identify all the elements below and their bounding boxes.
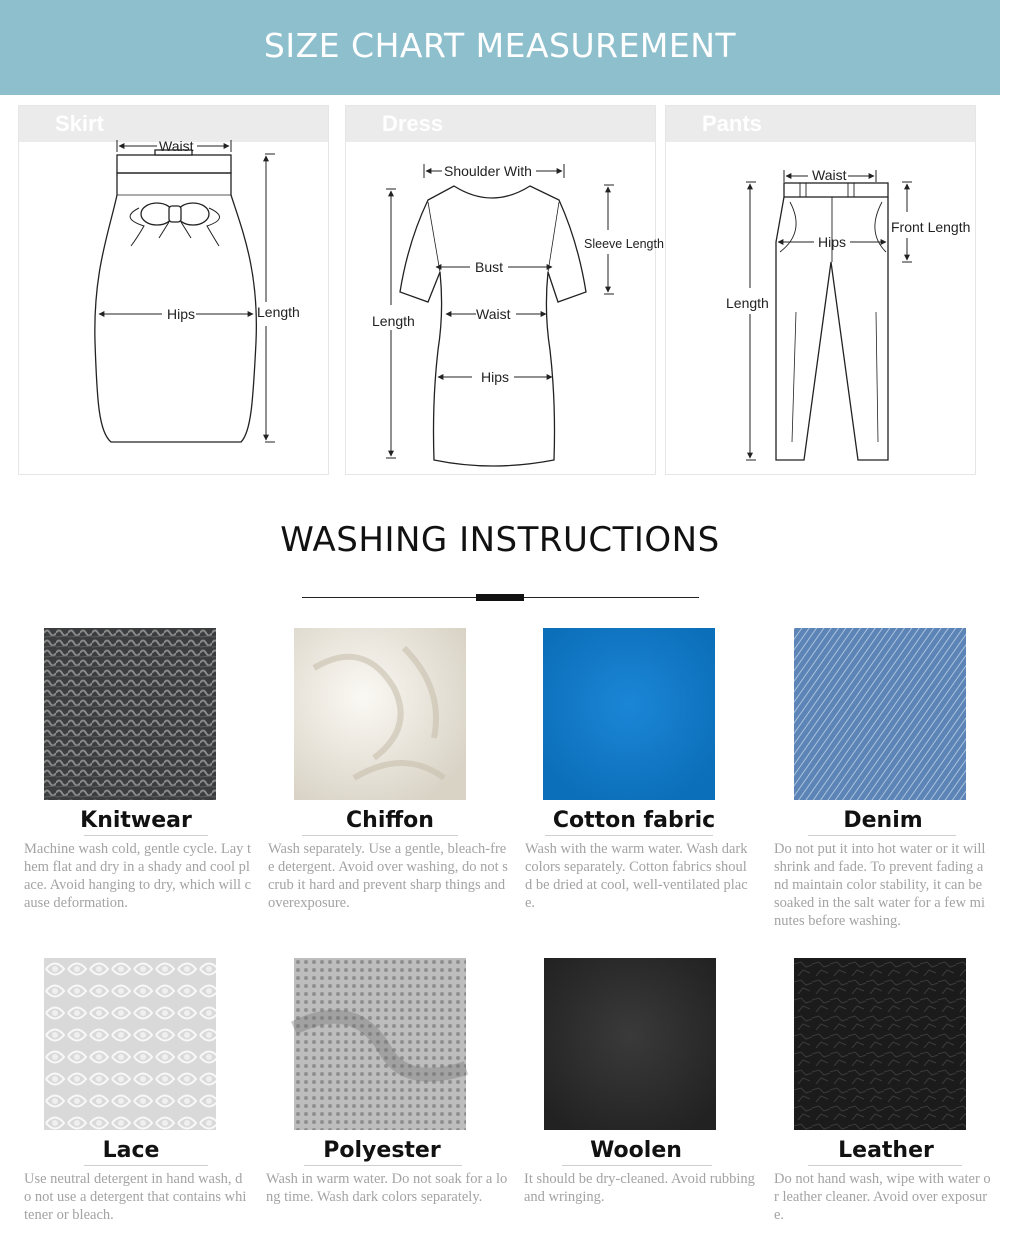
dress-size-panel [345,105,664,475]
panel-header [19,106,328,142]
dress-hips-label: Hips [481,369,510,385]
header-banner [0,0,1000,95]
fabric-name: Chiffon [346,808,434,833]
leather-swatch-icon [794,958,966,1130]
fabric-name: Woolen [590,1138,682,1163]
dress-length-label: Length [372,313,415,329]
cotton-swatch-icon [543,628,715,800]
fabric-name: Polyester [323,1138,441,1163]
dress-diagram [346,142,664,474]
dress-shoulder-label: Shoulder With [444,163,532,179]
chiffon-swatch-icon [294,628,466,800]
skirt-length-label: Length [257,304,300,320]
dress-panel-title: Dress [382,111,444,136]
denim-swatch-icon [794,628,966,800]
dress-waist-label: Waist [476,306,511,322]
fabric-name: Leather [838,1138,934,1163]
fabric-description: It should be dry-cleaned. Avoid rubbing and wringing. [524,1171,755,1205]
fabric-name: Lace [102,1138,160,1163]
dress-sleeve-label: Sleeve Length [584,237,664,251]
pants-hips-label: Hips [818,234,847,250]
fabric-description: Wash with the warm water. Wash dark colors separately. Cotton fabrics should be dried at cool, well-ventilated place. [525,841,748,911]
washing-title: WASHING INSTRUCTIONS [280,520,720,560]
fabric-description: Use neutral detergent in hand wash, do not use a detergent that contains whitener or bleach. [24,1171,247,1223]
pants-length-label: Length [726,295,769,311]
woolen-swatch-icon [544,958,716,1130]
fabric-description: Machine wash cold, gentle cycle. Lay them flat and dry in a shady and cool place. Avoid hanging to dry, which will cause deformation. [24,841,252,911]
fabric-description: Wash separately. Use a gentle, bleach-free detergent. Avoid over washing, do not scrub it hard and prevent sharp things and overexposure. [268,841,508,911]
fabric-underline [304,1165,462,1166]
skirt-hips-label: Hips [167,306,196,322]
fabric-underline [808,835,956,836]
fabric-description: Wash in warm water. Do not soak for a long time. Wash dark colors separately. [266,1171,508,1205]
skirt-waist-label: Waist [159,138,194,154]
knitwear-swatch-icon [44,628,216,800]
fabric-description: Do not hand wash, wipe with water or leather cleaner. Avoid over exposure. [774,1171,991,1223]
divider-accent [476,594,524,601]
panel-header [666,106,975,142]
panel-header [346,106,655,142]
fabric-underline [84,835,208,836]
fabric-name: Knitwear [80,808,192,833]
fabric-name: Cotton fabric [552,808,716,833]
polyester-swatch-icon [294,958,466,1130]
skirt-size-panel [18,105,329,475]
fabric-name: Denim [843,808,923,833]
page-title: SIZE CHART MEASUREMENT [263,26,737,65]
lace-swatch-icon [44,958,216,1130]
fabric-underline [562,1165,712,1166]
fabric-description: Do not put it into hot water or it will shrink and fade. To prevent fading and maintain color stability, it can be soaked in the salt water for a few minutes before washing. [774,841,986,929]
pants-size-panel [665,105,976,475]
pants-front-length-label: Front Length [891,219,971,235]
skirt-panel-title: Skirt [55,111,104,136]
skirt-diagram [19,138,328,474]
pants-panel-title: Pants [702,111,762,136]
fabric-underline [302,835,458,836]
fabric-underline [808,1165,962,1166]
pants-waist-label: Waist [812,167,847,183]
dress-bust-label: Bust [475,259,504,275]
fabric-underline [84,1165,208,1166]
fabric-underline [545,835,713,836]
pants-diagram [666,142,975,474]
